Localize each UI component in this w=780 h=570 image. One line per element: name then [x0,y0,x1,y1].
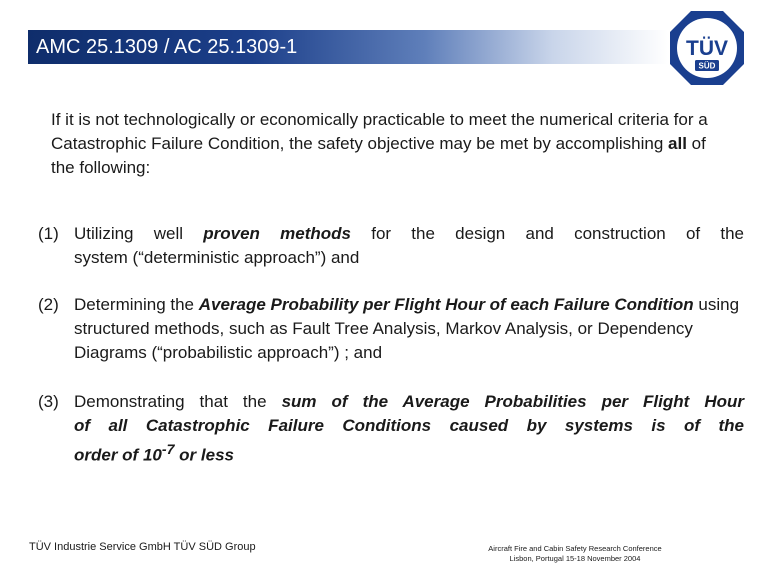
tuv-sud-logo [667,8,747,88]
title-bar [28,30,668,64]
footer-conference-name: Aircraft Fire and Cabin Safety Research Conference [488,544,662,553]
intro-text-2: of the following: [51,134,706,177]
item-1-line-2: system (“deterministic approach”) and [74,248,360,267]
item-3-emphasis: sum of the Average Probabilities per Flight Hour [281,392,744,411]
item-1-number: (1) [38,224,59,243]
intro-emphasis: all [668,134,687,153]
item-1-emphasis: proven methods [203,224,352,243]
intro-text-1: If it is not technologically or economically practicable to meet the numerical criteria for a Catastrophic Failure Condition, the safety objective may be met by accomplishing [51,110,708,153]
item-3-number: (3) [38,392,59,411]
logo-bottom-text: SÜD [698,61,716,71]
footer-conference [482,544,668,564]
item-3-line-2: of all Catastrophic Failure Conditions caused by systems is of the [74,416,744,435]
item-2-text: Determining the Average Probability per Flight Hour of each Failure Condition using structured methods, such as Fault Tree Analysis, Markov Analysis, or Dependency Diagrams (“probabilistic approach”) ; and [74,295,740,362]
list-item-3 [38,390,744,468]
item-3-line-1: Demonstrating that the sum of the Average Probabilities per Flight Hour [74,392,744,411]
item-2-number: (2) [38,295,59,314]
item-2-emphasis: Average Probability per Flight Hour of each Failure Condition [198,295,694,314]
item-1-line-1: Utilizing well proven methods for the design and construction of the [74,224,744,243]
list-item-1 [38,222,744,270]
item-3-exponent: -7 [161,442,175,458]
slide-title: AMC 25.1309 / AC 25.1309-1 [36,36,298,58]
logo-top-text: TÜV [686,37,728,60]
footer-conference-location: Lisbon, Portugal 15-18 November 2004 [509,554,641,563]
tuv-sud-logo-mark [667,8,747,88]
list-item-2 [38,293,744,365]
item-3-line-3: order of $10^{-7}$ or less [74,442,234,465]
footer-company: TÜV Industrie Service GmbH TÜV SÜD Group [29,541,256,553]
intro-paragraph [51,108,731,180]
